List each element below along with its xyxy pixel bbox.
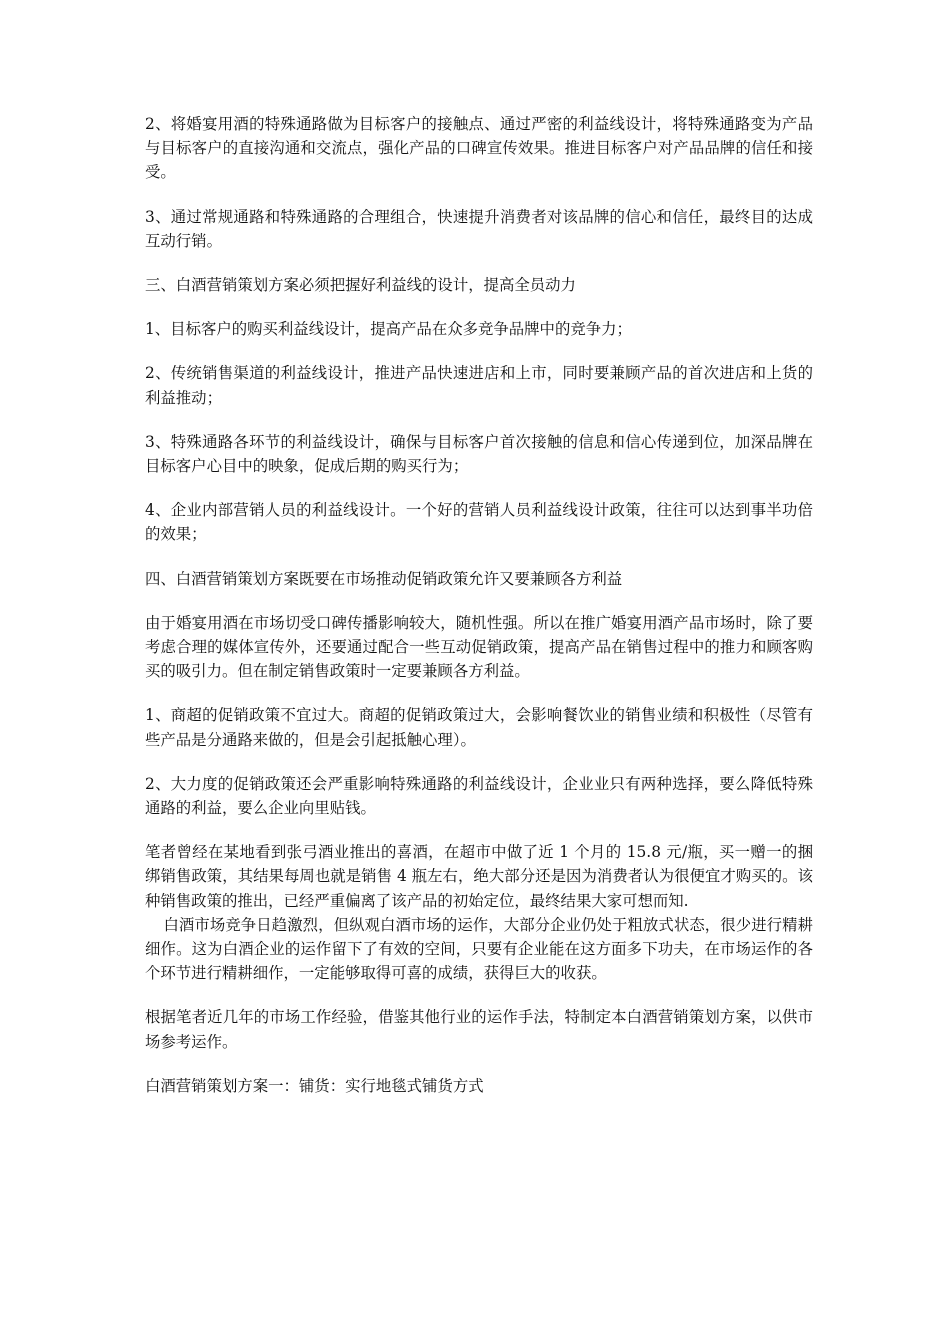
paragraph-plan-basis: 根据笔者近几年的市场工作经验，借鉴其他行业的运作手法，特制定本白酒营销策划方案，以供市场参考运作。: [145, 1008, 813, 1051]
section-heading-four: 四、白酒营销策划方案既要在市场推动促销政策允许又要兼顾各方利益: [145, 569, 623, 588]
paragraph-special-channel-benefit: 3、特殊通路各环节的利益线设计，确保与目标客户首次接触的信息和信心传递到位，加深品牌在目标客户心目中的映象，促成后期的购买行为；: [145, 432, 813, 476]
paragraph-channel-combination: 3、通过常规通路和特殊通路的合理组合，快速提升消费者对该品牌的信心和信任，最终目的达成互动行销。: [145, 207, 813, 250]
section-heading-three: 三、白酒营销策划方案必须把握好利益线的设计，提高全员动力: [145, 276, 576, 295]
paragraph-zhanggong-example: 笔者曾经在某地看到张弓酒业推出的喜酒，在超市中做了近 1 个月的 15.8 元/瓶，买一赠一的捆绑销售政策，其结果每周也就是销售 4 瓶左右，绝大部分还是因为消费者认为很便宜才购买的。该种销售政策的推出，已经严重偏离了该产品的初始定位，最终结果大家可想而知.: [145, 843, 813, 910]
paragraph-market-competition: 白酒市场竞争日趋激烈，但纵观白酒市场的运作，大部分企业仍处于粗放式状态，很少进行精耕细作。这为白酒企业的运作留下了有效的空间，只要有企业能在这方面多下功夫，在市场运作的各个环节进行精耕细作，一定能够取得可喜的成绩，获得巨大的收获。: [145, 915, 813, 983]
plan-one-heading: 白酒营销策划方案一：铺货：实行地毯式铺货方式: [145, 1076, 484, 1095]
paragraph-customer-benefit: 1、目标客户的购买利益线设计，提高产品在众多竞争品牌中的竞争力；: [145, 320, 632, 339]
paragraph-wedding-wine-promotion: 由于婚宴用酒在市场切受口碑传播影响较大，随机性强。所以在推广婚宴用酒产品市场时，除了要考虑合理的媒体宣传外，还要通过配合一些互动促销政策，提高产品在销售过程中的推力和顾客购买的吸引力。但在制定销售政策时一定要兼顾各方利益。: [145, 613, 813, 681]
paragraph-internal-staff: 4、企业内部营销人员的利益线设计。一个好的营销人员利益线设计政策，往往可以达到事半功倍的效果；: [145, 501, 813, 544]
paragraph-heavy-promotion: 2、大力度的促销政策还会严重影响特殊通路的利益线设计，企业业只有两种选择，要么降低特殊通路的利益，要么企业向里贴钱。: [145, 774, 813, 818]
paragraph-special-channel-contact: 2、将婚宴用酒的特殊通路做为目标客户的接触点、通过严密的利益线设计，将特殊通路变为产品与目标客户的直接沟通和交流点，强化产品的口碑宣传效果。推进目标客户对产品品牌的信任和接受。: [145, 115, 813, 182]
paragraph-traditional-channel: 2、传统销售渠道的利益线设计，推进产品快速进店和上市，同时要兼顾产品的首次进店和上货的利益推动；: [145, 364, 813, 407]
document-body: [145, 112, 813, 1118]
paragraph-supermarket-policy: 1、商超的促销政策不宜过大。商超的促销政策过大，会影响餐饮业的销售业绩和积极性（尽管有些产品是分通路来做的，但是会引起抵触心理）。: [145, 706, 813, 749]
